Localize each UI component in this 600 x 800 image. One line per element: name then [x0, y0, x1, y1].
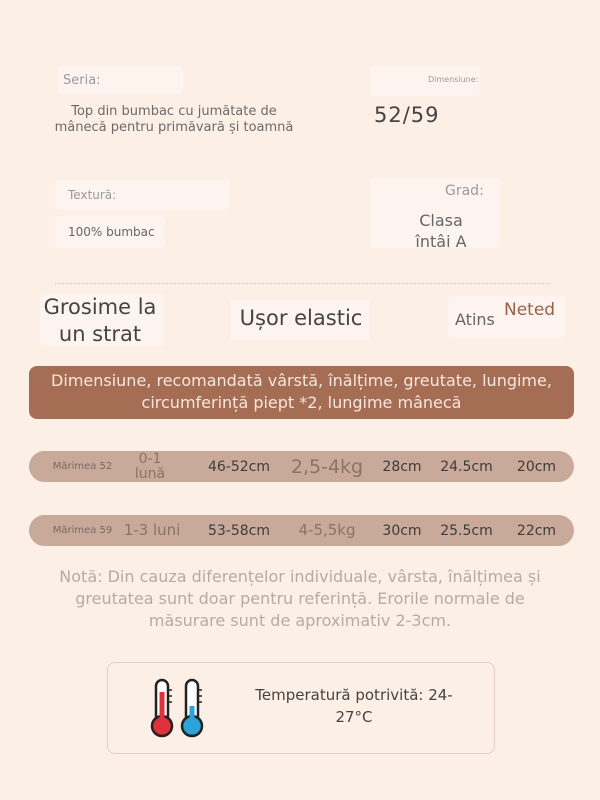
row-height: 53-58cm — [207, 522, 270, 539]
row-size: Mărimea 59 — [52, 525, 113, 536]
thermometer-hot-icon — [148, 678, 176, 744]
row-age: 0-1 lună — [134, 450, 166, 482]
row-weight: 2,5-4kg — [290, 455, 364, 478]
row-sleeve: 20cm — [516, 458, 557, 475]
elasticity-feature: Ușor elastic — [239, 306, 363, 330]
row-weight: 4-5,5kg — [298, 521, 356, 539]
grade-label: Grad: — [445, 183, 484, 199]
thermometer-cold-icon — [178, 678, 206, 744]
row-height: 46-52cm — [207, 458, 270, 475]
texture-label: Textură: — [68, 188, 117, 202]
size-table-header: Dimensiune, recomandată vârstă, înălțime, greutate, lungime, circumferință piept *2, lungime mânecă — [29, 366, 574, 419]
series-label: Seria: — [63, 73, 101, 88]
dimension-label: Dimensiune: — [428, 75, 479, 84]
row-chest: 25.5cm — [440, 522, 493, 539]
row-chest: 24.5cm — [440, 458, 493, 475]
dimension-value: 52/59 — [374, 103, 440, 127]
grade-value: Clasa întâi A — [415, 211, 467, 251]
series-value: Top din bumbac cu jumătate de mânecă pentru primăvară și toamnă — [54, 104, 294, 135]
touch-label: Atins — [455, 310, 495, 329]
row-length: 30cm — [382, 522, 422, 539]
thickness-feature: Grosime la un strat — [43, 295, 157, 346]
touch-value: Neted — [504, 300, 556, 320]
row-sleeve: 22cm — [516, 522, 557, 539]
size-row-59 — [29, 515, 574, 546]
row-size: Mărimea 52 — [52, 461, 113, 472]
disclaimer-note: Notă: Din cauza diferențelor individuale, vârsta, înălțimea și greutatea sunt doar pentru referință. Erorile normale de măsurare sunt de aproximativ 2-3cm. — [59, 567, 541, 630]
texture-value: 100% bumbac — [68, 225, 155, 239]
size-row-52 — [29, 451, 574, 482]
divider — [55, 283, 550, 284]
temperature-text: Temperatură potrivită: 24-27°C — [255, 686, 453, 726]
row-age: 1-3 luni — [123, 521, 181, 539]
row-length: 28cm — [382, 458, 422, 475]
